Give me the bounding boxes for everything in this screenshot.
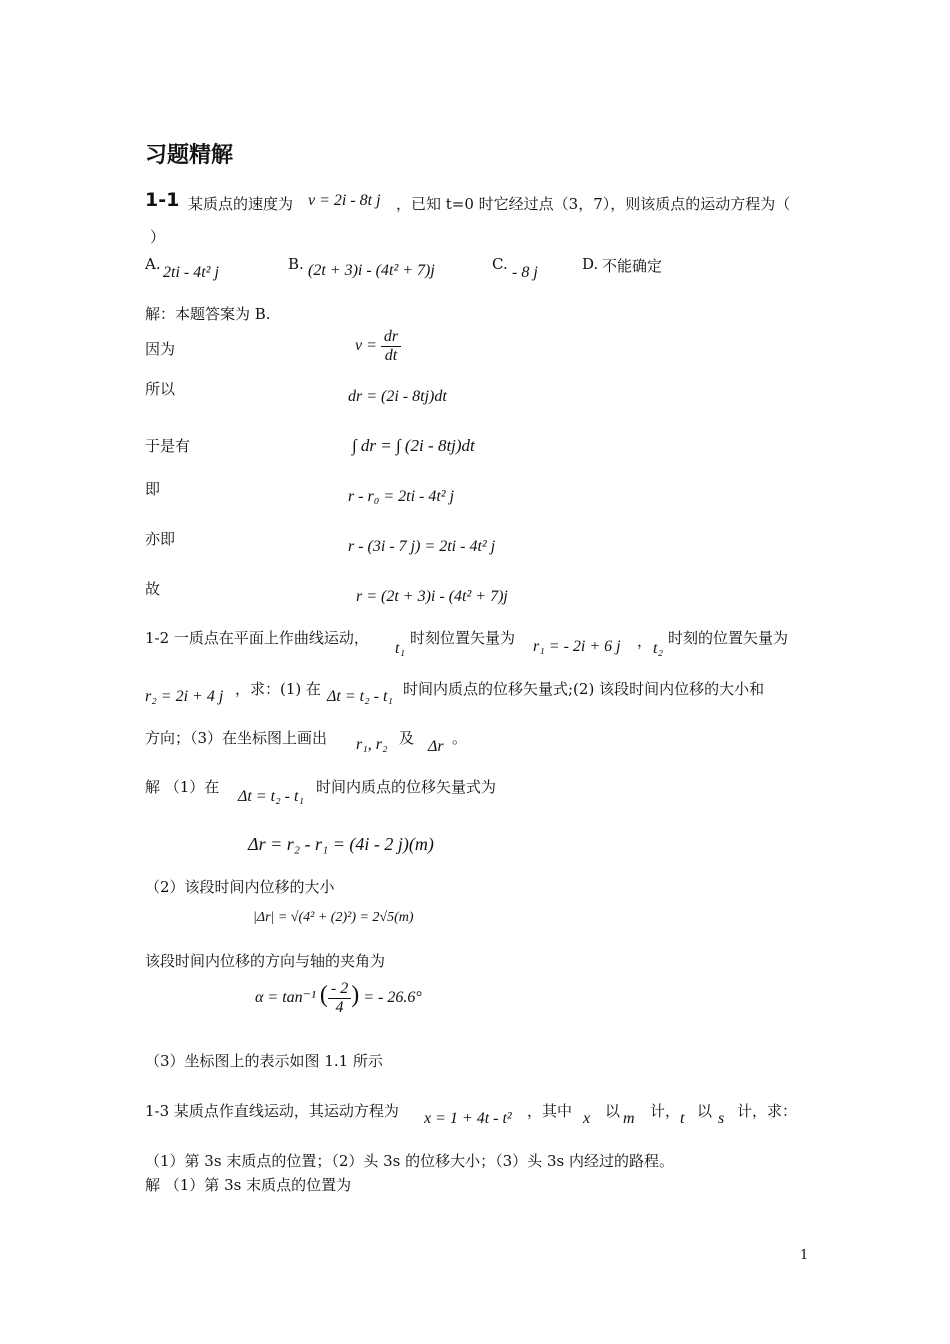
option-formula: 2ti - 4t² j [163, 264, 219, 281]
display-equation: α = tan⁻¹ ( $\frac{- 2}{4}$ ) = - 26.6° [255, 980, 422, 1016]
problem-text: 某质点的速度为 [188, 195, 294, 213]
option-formula: (2t + 3)i - (4t² + 7)j [308, 262, 435, 279]
problem-text: 1-2 一质点在平面上作曲线运动， [145, 629, 369, 647]
step-formula: ∫ dr = ∫ (2i - 8tj)dt [352, 436, 475, 455]
step-formula: r - (3i - 7 j) = 2ti - 4t² j [348, 538, 496, 555]
problem-text: 以 [605, 1102, 621, 1120]
option-text: 不能确定 [602, 257, 663, 275]
section-heading: 习题精解 [145, 143, 234, 168]
math-formula: Δt = t₂ - t₁ [238, 788, 304, 805]
math-formula: r₂ = 2i + 4 j [145, 688, 224, 705]
display-equation: |Δr| = √(4² + (2)²) = 2√5(m) [253, 910, 414, 925]
math-var: m [623, 1110, 635, 1127]
math-var: t [680, 1110, 685, 1127]
problem-text: 计， [650, 1102, 681, 1120]
option-label: C. [492, 255, 508, 273]
math-formula: r₁ = - 2i + 6 j [533, 638, 621, 655]
solution-text: 解 （1）在 [145, 778, 220, 796]
problem-text: ） [150, 228, 166, 246]
math-var: t₂ [653, 640, 664, 657]
step-word: 于是有 [145, 437, 191, 455]
page-number: 1 [800, 1248, 809, 1263]
option-label: A. [145, 255, 161, 273]
display-equation: Δr = r₂ - r₁ = (4i - 2 j)(m) [248, 834, 434, 854]
math-var: s [718, 1110, 725, 1127]
solution-text: 该段时间内位移的方向与轴的夹角为 [145, 952, 386, 970]
solution-text: 时间内质点的位移矢量式为 [316, 778, 497, 796]
math-var: x [583, 1110, 591, 1127]
step-word: 亦即 [145, 530, 176, 548]
step-word: 即 [145, 480, 161, 498]
solution-text: （2）该段时间内位移的大小 [145, 878, 335, 896]
problem-text: 。 [452, 729, 468, 747]
math-var: t₁ [395, 640, 406, 657]
problem-text: 1-3 某质点作直线运动，其运动方程为 [145, 1102, 399, 1120]
option-formula: - 8 j [512, 264, 538, 281]
problem-text: 以 [697, 1102, 713, 1120]
step-word: 因为 [145, 340, 176, 358]
problem-text: ，已知 t=0 时它经过点（3，7），则该质点的运动方程为（ [396, 195, 791, 213]
problem-text: ，其中 [527, 1102, 573, 1120]
problem-text: 计，求： [737, 1102, 798, 1120]
problem-number: 1-1 [145, 189, 180, 211]
problem-text: 时间内质点的位移矢量式;(2) 该段时间内位移的大小和 [403, 680, 765, 698]
problem-text: ， [637, 632, 653, 650]
solution-text: （3）坐标图上的表示如图 1.1 所示 [145, 1052, 383, 1070]
option-label: B. [288, 255, 304, 273]
problem-text: （1）第 3s 末质点的位置；（2）头 3s 的位移大小；（3）头 3s 内经过的路程。 [145, 1152, 674, 1170]
step-formula: r = (2t + 3)i - (4t² + 7)j [356, 588, 508, 605]
problem-text: 时刻的位置矢量为 [668, 629, 789, 647]
step-formula: r - r₀ = 2ti - 4t² j [348, 488, 455, 505]
answer-text: 解：本题答案为 B. [145, 305, 271, 323]
math-formula: Δt = t₂ - t₁ [327, 688, 393, 705]
math-formula: Δr [428, 738, 444, 755]
step-formula: dr = (2i - 8tj)dt [348, 388, 447, 405]
option-label: D. [582, 255, 599, 273]
problem-text: 时刻位置矢量为 [410, 629, 516, 647]
problem-text: 方向；（3）在坐标图上画出 [145, 729, 328, 747]
problem-text: ，求：(1) 在 [235, 680, 322, 698]
solution-text: 解 （1）第 3s 末质点的位置为 [145, 1176, 352, 1194]
step-formula: v = $\frac{dr}{dt}$ [355, 328, 401, 365]
problem-text: 及 [399, 729, 415, 747]
step-word: 所以 [145, 380, 176, 398]
math-formula: r₁, r₂ [356, 736, 388, 753]
velocity-formula: v = 2i - 8t j [308, 192, 381, 209]
math-formula: x = 1 + 4t - t² [424, 1110, 512, 1127]
step-word: 故 [145, 580, 161, 598]
